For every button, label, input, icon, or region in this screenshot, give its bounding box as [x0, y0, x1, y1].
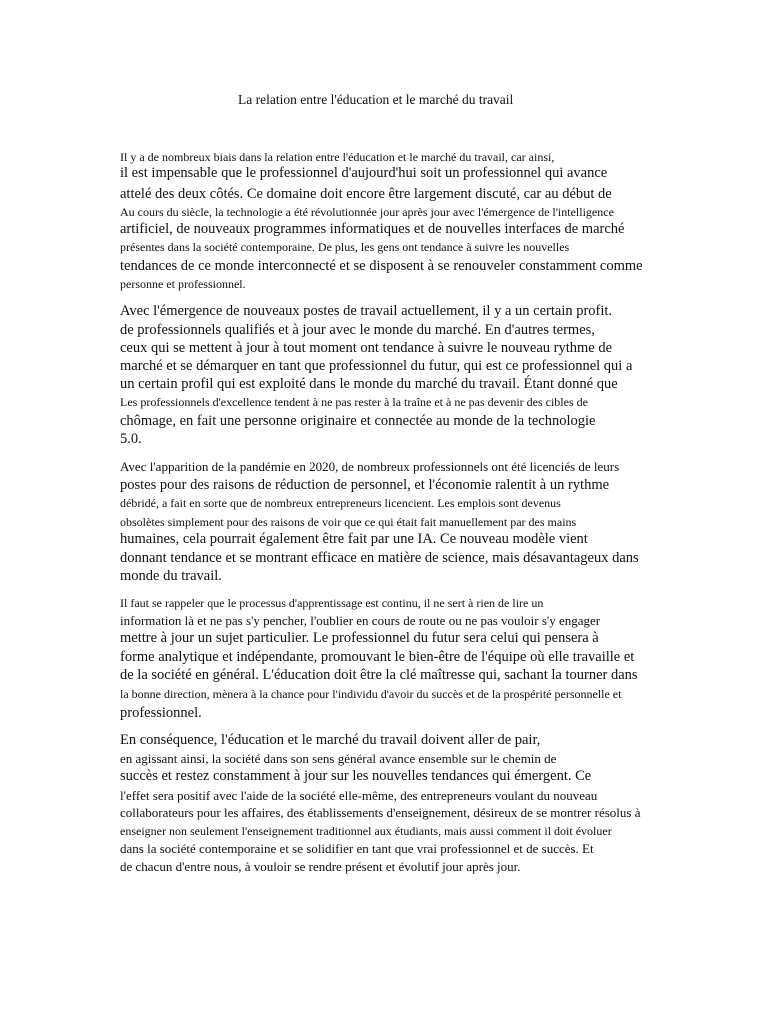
text-line: l'effet sera positif avec l'aide de la société elle-même, des entrepreneurs voulant du nouveau [120, 788, 598, 803]
text-line: humaines, cela pourrait également être fait par une IA. Ce nouveau modèle vient [120, 531, 588, 547]
text-line: présentes dans la société contemporaine. De plus, les gens ont tendance à suivre les nouvelles [120, 240, 570, 254]
text-line: un certain profil qui est exploité dans le monde du marché du travail. Étant donné que [120, 376, 618, 392]
text-line: de chacun d'entre nous, à vouloir se rendre présent et évolutif jour après jour. [120, 859, 521, 874]
text-line: chômage, en fait une personne originaire et connectée au monde de la technologie [120, 413, 596, 429]
text-line: donnant tendance et se montrant efficace en matière de science, mais désavantageux dans [120, 550, 639, 566]
text-line: collaborateurs pour les affaires, des établissements d'enseignement, désireux de se montrer résolus à [120, 805, 641, 820]
text-line: Avec l'émergence de nouveaux postes de travail actuellement, il y a un certain profit. [120, 303, 613, 319]
text-line: monde du travail. [120, 568, 222, 584]
text-line: Les professionnels d'excellence tendent à ne pas rester à la traîne et à ne pas devenir des cibles de [120, 395, 588, 409]
text-line: débridé, a fait en sorte que de nombreux entrepreneurs licencient. Les emplois sont devenus [120, 496, 561, 510]
text-line: artificiel, de nouveaux programmes informatiques et de nouvelles interfaces de marché [120, 221, 625, 237]
text-line: tendances de ce monde interconnecté et se disposent à se renouveler constamment comme [120, 258, 643, 274]
text-line: forme analytique et indépendante, promouvant le bien-être de l'équipe où elle travaille et [120, 649, 635, 665]
text-line: Au cours du siècle, la technologie a été révolutionnée jour après jour avec l'émergence de l'intelligence [120, 205, 614, 219]
text-line: mettre à jour un sujet particulier. Le professionnel du futur sera celui qui pensera à [120, 630, 599, 646]
text-line: marché et se démarquer en tant que professionnel du futur, qui est ce professionnel qui a [120, 358, 633, 374]
text-line: de la société en général. L'éducation doit être la clé maîtresse qui, sachant la tourner dans [120, 667, 638, 683]
text-line: professionnel. [120, 705, 202, 721]
text-line: personne et professionnel. [120, 277, 246, 291]
text-line: en agissant ainsi, la société dans son sens général avance ensemble sur le chemin de [120, 751, 557, 766]
text-line: il est impensable que le professionnel d'aujourd'hui soit un professionnel qui avance [120, 165, 608, 181]
text-line: Il y a de nombreux biais dans la relation entre l'éducation et le marché du travail, car ainsi, [120, 150, 555, 164]
text-line: ceux qui se mettent à jour à tout moment ont tendance à suivre le nouveau rythme de [120, 340, 613, 356]
text-line: 5.0. [120, 431, 142, 447]
text-line: la bonne direction, mènera à la chance pour l'individu d'avoir du succès et de la prospérité personnelle et [120, 687, 622, 701]
text-line: Avec l'apparition de la pandémie en 2020, de nombreux professionnels ont été licenciés de leurs [120, 459, 620, 474]
document-title: La relation entre l'éducation et le marché du travail [238, 92, 514, 107]
text-line: succès et restez constamment à jour sur les nouvelles tendances qui émergent. Ce [120, 768, 592, 784]
text-line: information là et ne pas s'y pencher, l'oublier en cours de route ou ne pas vouloir s'y engager [120, 613, 601, 628]
text-line: enseigner non seulement l'enseignement traditionnel aux étudiants, mais aussi comment il doit évoluer [120, 824, 612, 838]
text-line: attelé des deux côtés. Ce domaine doit encore être largement discuté, car au début de [120, 186, 612, 202]
text-line: dans la société contemporaine et se solidifier en tant que vrai professionnel et de succès. Et [120, 841, 594, 856]
text-line: de professionnels qualifiés et à jour avec le monde du marché. En d'autres termes, [120, 322, 595, 338]
text-line: postes pour des raisons de réduction de personnel, et l'économie ralentit à un rythme [120, 477, 610, 493]
text-line: obsolètes simplement pour des raisons de voir que ce qui était fait manuellement par des mains [120, 515, 577, 529]
text-line: Il faut se rappeler que le processus d'apprentissage est continu, il ne sert à rien de lire un [120, 596, 544, 610]
text-line: En conséquence, l'éducation et le marché du travail doivent aller de pair, [120, 732, 541, 748]
